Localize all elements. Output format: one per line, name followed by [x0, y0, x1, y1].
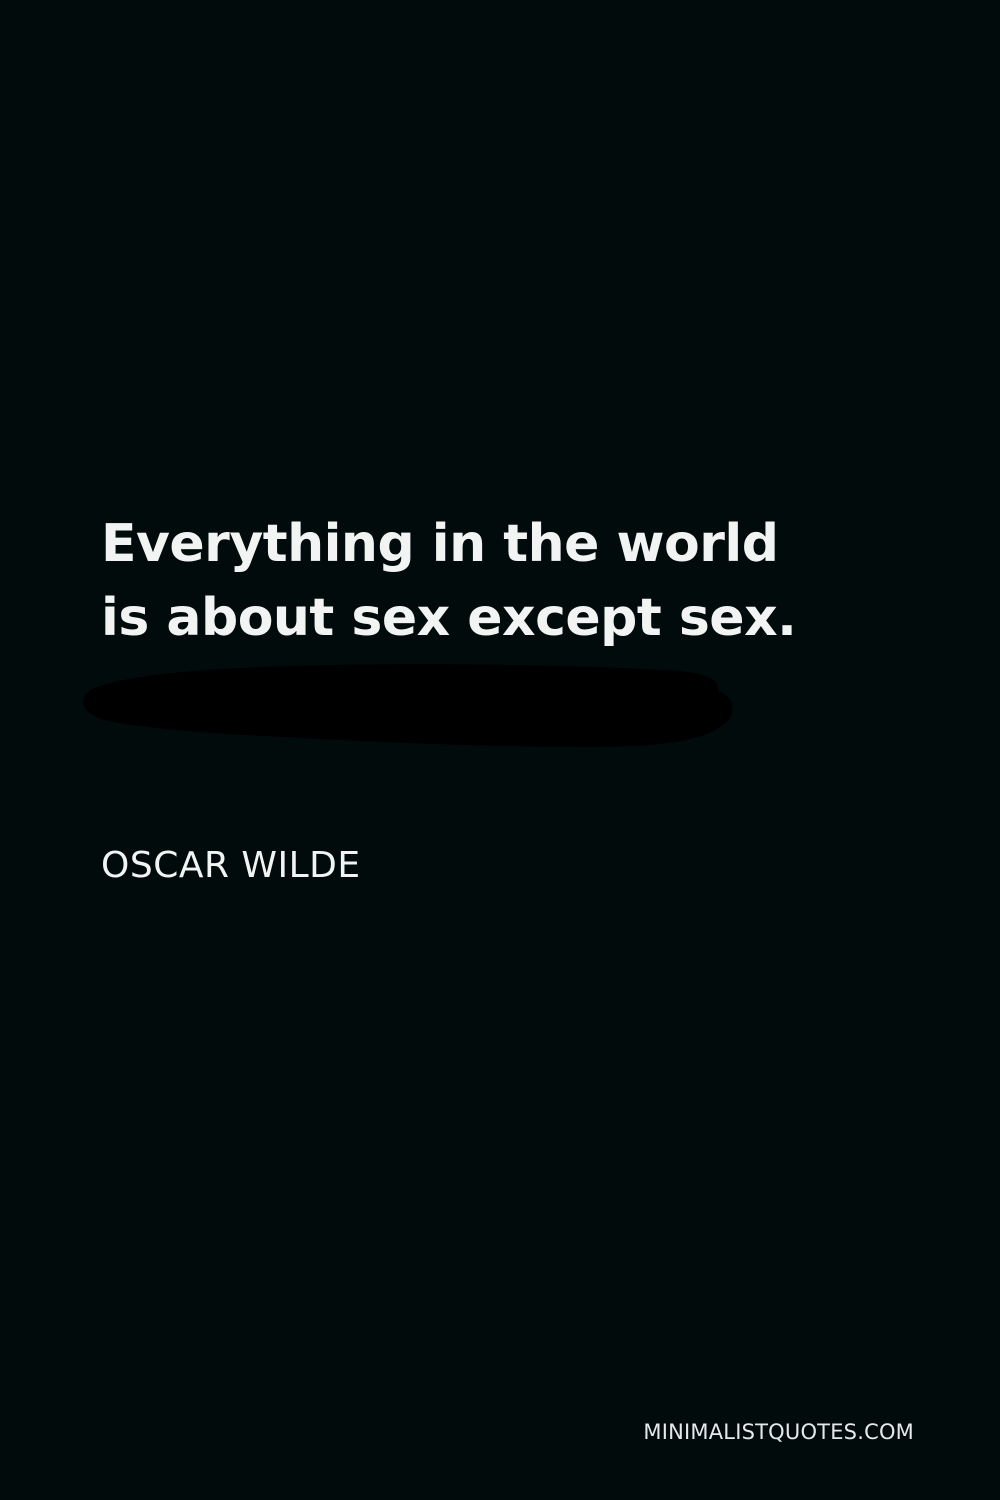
- quote-line-2: is about sex except sex.: [101, 588, 797, 648]
- brush-stroke-shape: [83, 664, 732, 747]
- quote-line-1: Everything in the world: [101, 514, 779, 574]
- quote-author: OSCAR WILDE: [101, 845, 361, 886]
- brush-stroke-decoration: [70, 655, 740, 755]
- site-watermark: MINIMALISTQUOTES.COM: [643, 1420, 914, 1444]
- quote-text: [101, 507, 961, 655]
